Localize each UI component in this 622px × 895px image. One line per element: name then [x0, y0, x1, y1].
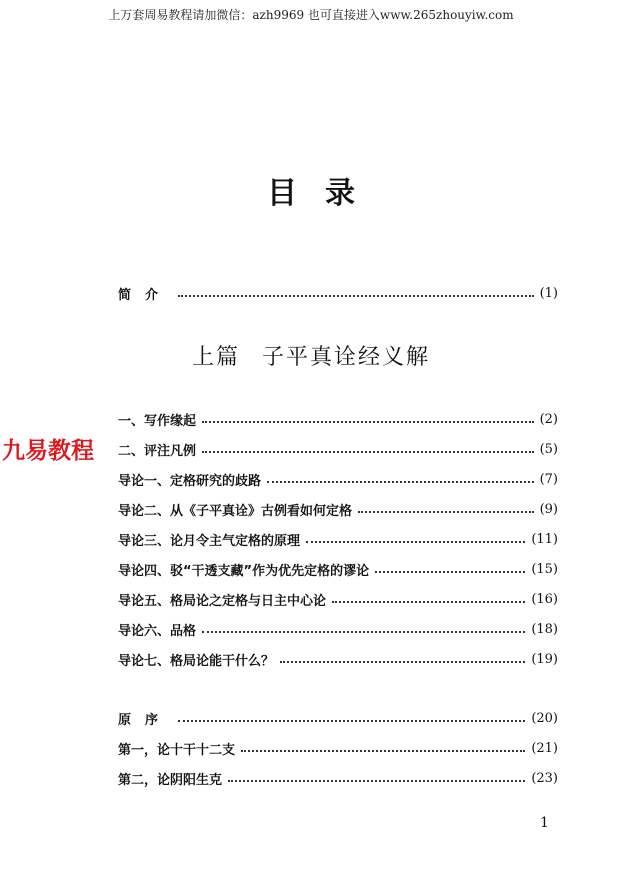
dot-leader: [358, 509, 534, 513]
page-title: 目录: [267, 176, 383, 211]
toc-entry-page: (19): [531, 651, 558, 667]
toc-entry-label: 导论五、格局论之定格与日主中心论: [118, 593, 327, 609]
toc-entry[interactable]: [118, 618, 558, 640]
toc-entry[interactable]: [118, 438, 558, 460]
toc-entry-label: 导论一、定格研究的歧路: [118, 473, 262, 489]
toc-entry-label: 导论三、论月令主气定格的原理: [118, 533, 301, 549]
toc-entry-page: (5): [539, 441, 558, 457]
toc-entry-page: (2): [539, 411, 558, 427]
dot-leader: [202, 629, 525, 633]
dot-leader: [228, 778, 525, 782]
dot-leader: [178, 293, 534, 297]
dot-leader: [306, 539, 525, 543]
toc-entry-page: (1): [539, 285, 558, 301]
dot-leader: [267, 479, 534, 483]
toc-entry-preface[interactable]: [118, 707, 558, 729]
watermark-logo: 九易教程: [2, 432, 96, 465]
part-prefix: 上篇: [191, 345, 240, 370]
toc-entry[interactable]: [118, 498, 558, 520]
part-heading: [0, 340, 622, 371]
dot-leader: [178, 718, 525, 722]
part-name: 子平真诠经义解: [262, 345, 431, 370]
toc-entry[interactable]: [118, 408, 558, 430]
toc-entry-page: (15): [531, 561, 558, 577]
dot-leader: [202, 419, 534, 423]
toc-entry-label: 第一，论十干十二支: [118, 742, 236, 758]
toc-entry-page: (21): [531, 740, 558, 756]
toc-entry-label: 导论四、驳“干透支藏”作为优先定格的谬论: [118, 563, 370, 579]
toc-entry-page: (11): [531, 531, 558, 547]
toc-entry-label: 简介: [118, 287, 173, 303]
toc-entry-label: 导论二、从《子平真诠》古例看如何定格: [118, 503, 353, 519]
dot-leader: [241, 748, 525, 752]
toc-entry-label: 二、评注凡例: [118, 443, 197, 459]
toc-entry[interactable]: [118, 767, 558, 789]
toc-entry[interactable]: [118, 588, 558, 610]
toc-entry-page: (7): [539, 471, 558, 487]
page-number: 1: [540, 815, 549, 831]
toc-entry-label: 原序: [118, 712, 173, 728]
toc-entry[interactable]: [118, 737, 558, 759]
toc-entry[interactable]: [118, 558, 558, 580]
toc-entry-label: 导论六、品格: [118, 623, 197, 639]
toc-entry-page: (16): [531, 591, 558, 607]
toc-entry[interactable]: [118, 468, 558, 490]
toc-entry-page: (9): [539, 501, 558, 517]
toc-entry[interactable]: [118, 528, 558, 550]
toc-entry-label: 第二，论阴阳生克: [118, 772, 223, 788]
toc-entry-page: (20): [531, 710, 558, 726]
page-header-note: 上万套周易教程请加微信：azh9969 也可直接进入www.265zhouyiw.com: [108, 8, 514, 22]
toc-entry-intro[interactable]: [118, 282, 558, 304]
toc-entry-page: (18): [531, 621, 558, 637]
dot-leader: [375, 569, 525, 573]
toc-entry[interactable]: [118, 648, 558, 670]
toc-entry-label: 导论七、格局论能干什么？: [118, 653, 275, 669]
toc-entry-label: 一、写作缘起: [118, 413, 197, 429]
toc-entry-page: (23): [531, 770, 558, 786]
dot-leader: [202, 449, 534, 453]
dot-leader: [280, 659, 525, 663]
dot-leader: [332, 599, 525, 603]
